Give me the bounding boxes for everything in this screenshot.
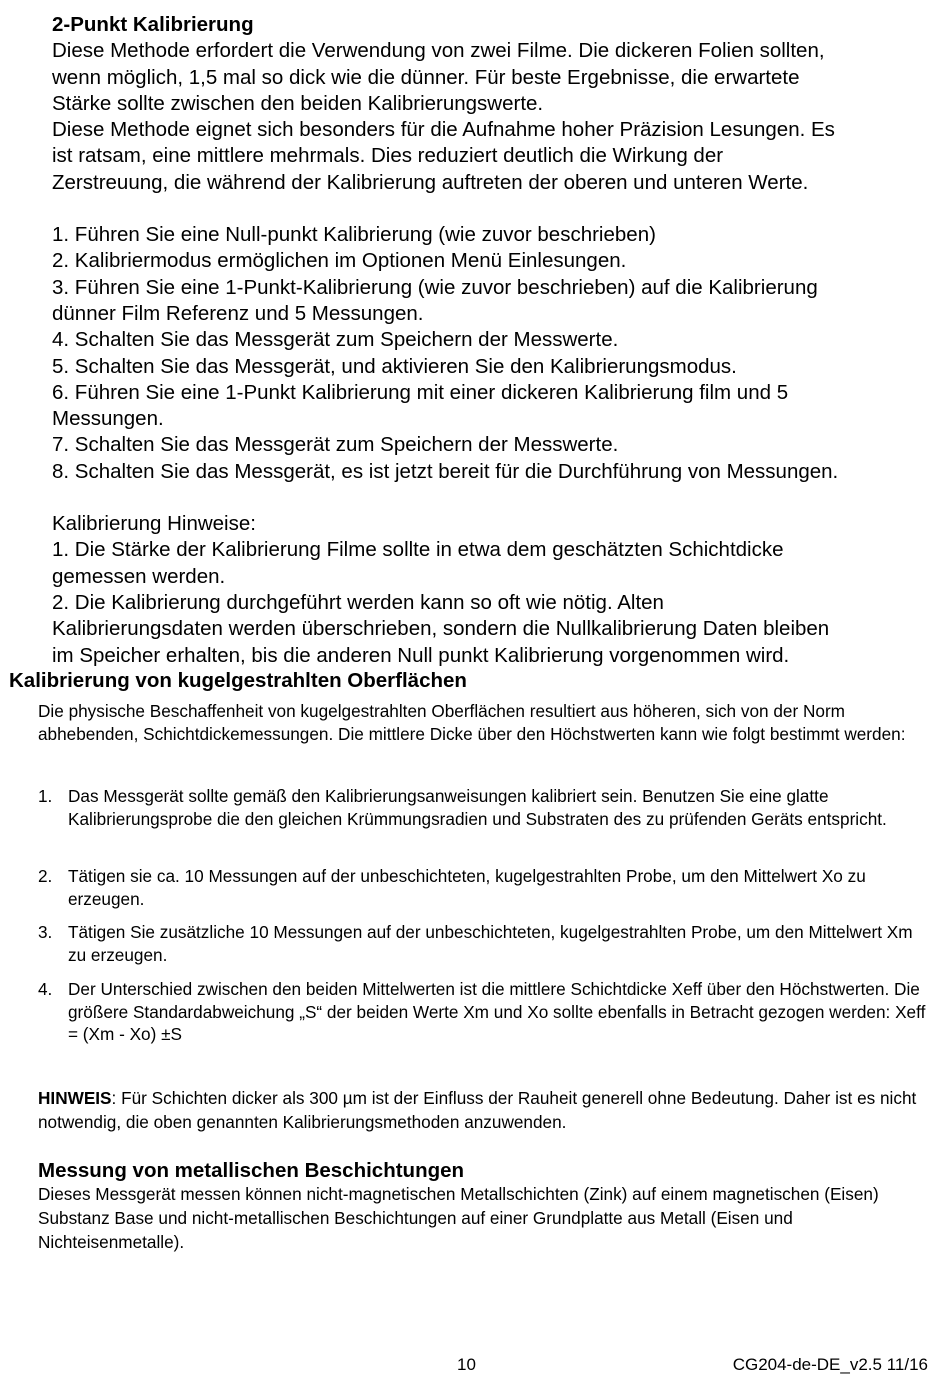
list-text: Tätigen sie ca. 10 Messungen auf der unbeschichteten, kugelgestrahlten Probe, um den Mittelwert Xo zu erzeugen. <box>68 866 866 909</box>
note-line: Kalibrierungsdaten werden überschrieben, sondern die Nullkalibrierung Daten bleiben <box>52 617 830 641</box>
intro-line: ist ratsam, eine mittlere mehrmals. Dies reduziert deutlich die Wirkung der <box>52 144 724 168</box>
section-title: 2-Punkt Kalibrierung <box>52 13 254 36</box>
intro-line: Zerstreuung, die während der Kalibrierung auftreten der oberen und unteren Werte. <box>52 170 809 194</box>
intro-line: Diese Methode erfordert die Verwendung von zwei Filme. Die dickeren Folien sollten, <box>52 39 825 63</box>
intro-line: Diese Methode eignet sich besonders für die Aufnahme hoher Präzision Lesungen. Es <box>52 118 835 142</box>
step-line: 5. Schalten Sie das Messgerät, und aktivieren Sie den Kalibrierungsmodus. <box>52 354 737 378</box>
list-item <box>38 921 928 966</box>
note-line: Kalibrierung Hinweise: <box>52 512 256 536</box>
section-body: Dieses Messgerät messen können nicht-magnetischen Metallschichten (Zink) auf einem magnetischen (Eisen) Substanz Base und nicht-metallischen Beschichtungen auf einer Grundplatte aus Metall (Eisen und Nichteisenmetalle). <box>38 1184 879 1252</box>
note-paragraph <box>38 1087 928 1134</box>
step-line: 7. Schalten Sie das Messgerät zum Speichern der Messwerte. <box>52 433 619 457</box>
step-line: Messungen. <box>52 407 164 431</box>
step-line: 6. Führen Sie eine 1-Punkt Kalibrierung mit einer dickeren Kalibrierung film und 5 <box>52 380 789 404</box>
list-item <box>38 785 928 830</box>
step-line: 3. Führen Sie eine 1-Punkt-Kalibrierung (wie zuvor beschrieben) auf die Kalibrierung <box>52 275 818 299</box>
note-line: 1. Die Stärke der Kalibrierung Filme sollte in etwa dem geschätzten Schichtdicke <box>52 538 784 562</box>
page-number: 10 <box>457 1355 476 1374</box>
intro-line: wenn möglich, 1,5 mal so dick wie die dünner. Für beste Ergebnisse, die erwartete <box>52 65 800 89</box>
step-line: 4. Schalten Sie das Messgerät zum Speichern der Messwerte. <box>52 328 619 352</box>
spacer <box>52 485 942 511</box>
note-text: : Für Schichten dicker als 300 µm ist der Einfluss der Rauheit generell ohne Bedeutung. Daher ist es nicht notwendig, die oben genannten Kalibrierungsmethoden anzuwenden. <box>38 1088 917 1132</box>
list-text: Der Unterschied zwischen den beiden Mittelwerten ist die mittlere Schichtdicke Xeff über den Höchstwerten. Die größere Standardabweichung „S“ der beiden Werte Xm und Xo sollte ebenfalls in Betracht gezogen werden: Xeff = (Xm - Xo) ±S <box>68 979 926 1045</box>
note-line: gemessen werden. <box>52 564 226 588</box>
document-id: CG204-de-DE_v2.5 11/16 <box>732 1355 928 1374</box>
list-number: 4. <box>38 979 53 999</box>
step-line: dünner Film Referenz und 5 Messungen. <box>52 301 424 325</box>
list-text: Tätigen Sie zusätzliche 10 Messungen auf der unbeschichteten, kugelgestrahlten Probe, um den Mittelwert Xm zu erzeugen. <box>68 922 913 965</box>
section-title-shot-peened: Kalibrierung von kugelgestrahlten Oberflächen <box>9 669 467 692</box>
section-title-metal-coatings: Messung von metallischen Beschichtungen <box>38 1159 465 1182</box>
step-line: 2. Kalibriermodus ermöglichen im Optionen Menü Einlesungen. <box>52 249 627 273</box>
note-label: HINWEIS <box>38 1088 112 1108</box>
list-text: Das Messgerät sollte gemäß den Kalibrierungsanweisungen kalibriert sein. Benutzen Sie eine glatte Kalibrierungsprobe die den gleichen Krümmungsradien und Substraten des zu prüfenden Geräts entspricht. <box>68 786 887 829</box>
step-line: 1. Führen Sie eine Null-punkt Kalibrierung (wie zuvor beschrieben) <box>52 223 656 247</box>
section-intro: Die physische Beschaffenheit von kugelgestrahlten Oberflächen resultiert aus höheren, sich von der Norm abhebenden, Schichtdickemessungen. Die mittlere Dicke über den Höchstwerten kann wie folgt bestimmt werden: <box>38 701 906 744</box>
step-line: 8. Schalten Sie das Messgerät, es ist jetzt bereit für die Durchführung von Messungen. <box>52 459 839 483</box>
intro-line: Stärke sollte zwischen den beiden Kalibrierungswerte. <box>52 91 544 115</box>
list-number: 2. <box>38 866 53 886</box>
list-item <box>38 978 928 1046</box>
note-line: 2. Die Kalibrierung durchgeführt werden kann so oft wie nötig. Alten <box>52 590 664 614</box>
section-two-point-calibration <box>52 12 942 669</box>
list-number: 3. <box>38 922 53 942</box>
spacer <box>52 196 942 222</box>
note-line: im Speicher erhalten, bis die anderen Null punkt Kalibrierung vorgenommen wird. <box>52 643 790 667</box>
list-number: 1. <box>38 786 53 806</box>
list-item <box>38 865 928 910</box>
